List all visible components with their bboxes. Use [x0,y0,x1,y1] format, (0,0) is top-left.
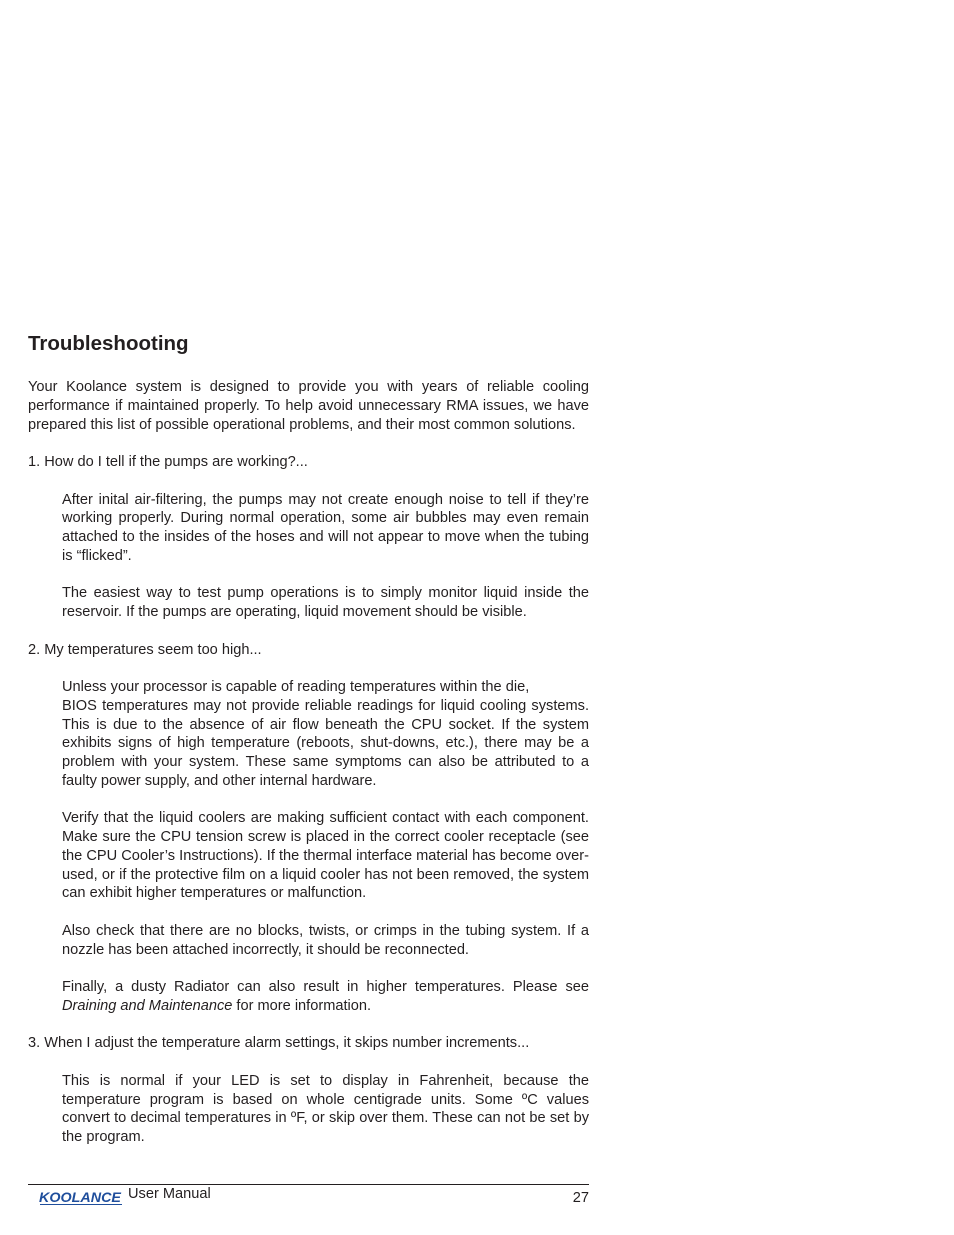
answer-2-4 [62,978,589,1016]
page-title: Troubleshooting [28,332,189,355]
answer-2-4-text: Finally, a dusty Radiator can also result in higher temperatures. Please see [62,979,589,995]
intro-paragraph: Your Koolance system is designed to provide you with years of reliable cooling performance if maintained properly. To help avoid unnecessary RMA issues, we have prepared this list of possible operational problems, and their most common solutions. [28,379,589,433]
answer-3-1: This is normal if your LED is set to display in Fahrenheit, because the temperature program is based on whole centigrade units. Some ºC values convert to decimal temperatures in ºF, or skip over them. These can not be set by the program. [62,1072,589,1145]
koolance-logo [38,1187,124,1207]
section-reference: Draining and Maintenance [62,997,233,1014]
footer-title: User Manual [128,1186,211,1202]
answer-2-1-first-line: Unless your processor is capable of reading temperatures within the die, [62,679,530,695]
question-1: 1. How do I tell if the pumps are working?... [28,454,308,470]
footer-divider [28,1184,589,1185]
answer-2-3: Also check that there are no blocks, twists, or crimps in the tubing system. If a nozzle has been attached incorrectly, it should be reconnected. [62,922,589,958]
page-number: 27 [572,1190,589,1206]
document-body [28,330,589,1147]
logo-wordmark: KOOLANCE [39,1189,122,1205]
answer-2-1-rest: BIOS temperatures may not provide reliable readings for liquid cooling systems. This is due to the absence of air flow beneath the CPU socket. If the system exhibits signs of high temperature (reboots, shut-downs, etc.), there may be a problem with your system. These same symptoms can also be attributed to a faulty power supply, and other internal hardware. [62,697,589,789]
answer-1-2: The easiest way to test pump operations is to simply monitor liquid inside the reservoir. If the pumps are operating, liquid movement should be visible. [62,585,589,620]
question-2: 2. My temperatures seem too high... [28,641,262,658]
answer-1-1: After inital air-filtering, the pumps may not create enough noise to tell if they’re working properly. During normal operation, some air bubbles may even remain attached to the insides of the hoses and will not appear to move when the tubing is “flicked”. [62,491,589,564]
question-3: 3. When I adjust the temperature alarm settings, it skips number increments... [28,1035,530,1052]
answer-2-4-tail: for more information. [232,997,372,1014]
answer-2-1 [62,678,589,791]
answer-2-2: Verify that the liquid coolers are making sufficient contact with each component. Make sure the CPU tension screw is placed in the correct cooler receptacle (see the CPU Cooler’s Instructions). If the thermal interface material has become over-used, or if the protective film on a liquid cooler has not been removed, the system can exhibit higher temperatures or malfunction. [62,810,589,902]
